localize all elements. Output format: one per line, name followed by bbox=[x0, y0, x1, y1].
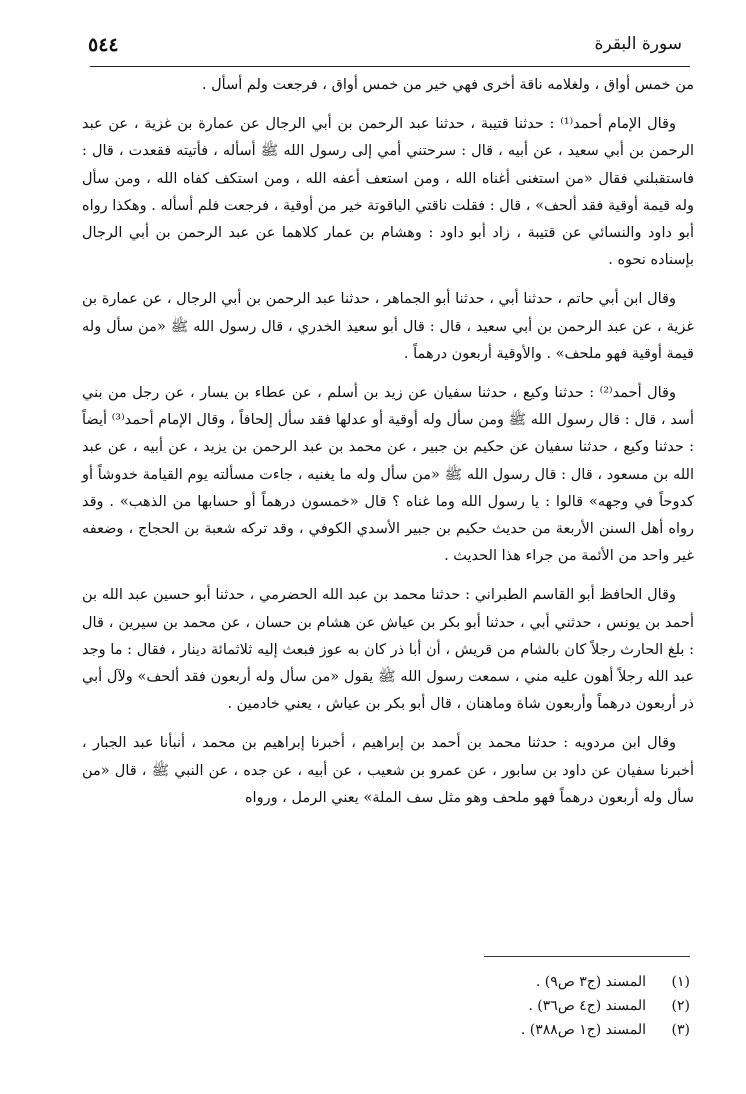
footnote bbox=[460, 1018, 690, 1042]
footnote-number: (١) bbox=[671, 974, 690, 990]
footnote-divider bbox=[484, 956, 690, 957]
header-divider bbox=[90, 66, 690, 67]
footnote-number: (٣) bbox=[671, 1022, 690, 1038]
paragraph: وقال الإمام أحمد⁽¹⁾ : حدثنا قتيبة ، حدثنا عبد الرحمن بن أبي الرجال عن عمارة بن غزية ، عن عبد الرحمن بن أبي سعيد ، عن أبيه ، قال : سرحتني أمي إلى رسول الله ﷺ أسأله ، فأتيته فقعدت ، قال : فاستقبلني فقال «من استغنى أغناه الله ، ومن استعف أعفه الله ، ومن استكف كفاه الله ، ومن سأل وله قيمة أوقية فقد ألحف» ، قال : فقلت ناقتي الياقوتة خير من أوقية ، فرجعت فلم أسأله . وهكذا رواه أبو داود والنسائي عن قتيبة ، زاد أبو داود : وهشام بن عمار كلاهما عن عبد الرحمن بن أبي الرجال بإسناده نحوه . bbox=[82, 116, 694, 269]
footnotes bbox=[460, 970, 690, 1042]
page-number: ٥٤٤ bbox=[88, 34, 119, 56]
paragraph: وقال ابن أبي حاتم ، حدثنا أبي ، حدثنا أبو الجماهر ، حدثنا عبد الرحمن بن أبي الرجال ، عن عمارة بن غزية ، عن عبد الرحمن بن أبي سعيد ، قال : قال أبو سعيد الخدري ، قال رسول الله ﷺ «من سأل وله قيمة أوقية فهو ملحف» . والأوقية أربعون درهماً . bbox=[82, 291, 694, 362]
paragraph: من خمس أواق ، ولغلامه ناقة أخرى فهي خير من خمس أواق ، فرجعت ولم أسأل . bbox=[201, 77, 694, 93]
paragraph: وقال ابن مردويه : حدثنا محمد بن أحمد بن إبراهيم ، أخبرنا إبراهيم بن محمد ، أنبأنا عبد الجبار ، أخبرنا سفيان عن داود بن سابور ، عن عمرو بن شعيب ، عن أبيه ، عن جده ، عن النبي ﷺ ، قال «من سأل وله أربعون درهماً فهو ملحف وهو مثل سف الملة» يعني الرمل ، ورواه bbox=[82, 735, 694, 806]
surah-title: سورة البقرة bbox=[594, 34, 682, 54]
page-header bbox=[88, 30, 682, 64]
footnote bbox=[460, 994, 690, 1018]
paragraph: وقال الحافظ أبو القاسم الطبراني : حدثنا محمد بن عبد الله الحضرمي ، حدثنا أبو حسين عبد الله بن أحمد بن يونس ، حدثني أبي ، حدثنا أبو بكر بن عياش عن هشام بن حسان ، عن محمد بن سيرين ، قال : بلغ الحارث رجلاً كان بالشام من قريش ، أن أبا ذر كان به عوز فبعث إليه ثلاثمائة دينار ، فقال : ما وجد عبد الله رجلاً أهون عليه مني ، سمعت رسول الله ﷺ يقول «من سأل وله أربعون فقد ألحف» ولآل أبي ذر أربعون درهماً وأربعون شاة وماهنان ، قال أبو بكر بن عياش ، يعني خادمين . bbox=[82, 587, 694, 713]
paragraph: وقال أحمد⁽²⁾ : حدثنا وكيع ، حدثنا سفيان عن زيد بن أسلم ، عن عطاء بن يسار ، عن رجل من بني أسد ، قال : قال رسول الله ﷺ ومن سأل وله أوقية أو عدلها فقد سأل إلحافاً ، وقال الإمام أحمد⁽³⁾ أيضاً : حدثنا وكيع ، حدثنا سفيان عن حكيم بن جبير ، عن محمد بن عبد الرحمن بن يزيد ، عن أبيه ، عن عبد الله بن مسعود ، قال : قال رسول الله ﷺ «من سأل وله ما يغنيه ، جاءت مسألته يوم القيامة خدوشاً أو كدوحاً في وجهه» قالوا : يا رسول الله وما غناه ؟ قال «خمسون درهماً أو حسابها من الذهب» . وقد رواه أهل السنن الأربعة من حديث حكيم بن جبير الأسدي الكوفي ، وقد تركه شعبة بن الحجاج ، وضعفه غير واحد من الأئمة من جراء هذا الحديث . bbox=[82, 385, 694, 565]
footnote bbox=[460, 970, 690, 994]
footnote-text: المسند (ج١ ص٣٨٨) . bbox=[520, 1022, 646, 1038]
footnote-number: (٢) bbox=[671, 998, 690, 1014]
footnote-text: المسند (ج٤ ص٣٦) . bbox=[528, 998, 646, 1014]
footnote-text: المسند (ج٣ ص٩) . bbox=[535, 974, 646, 990]
main-text bbox=[82, 72, 694, 812]
